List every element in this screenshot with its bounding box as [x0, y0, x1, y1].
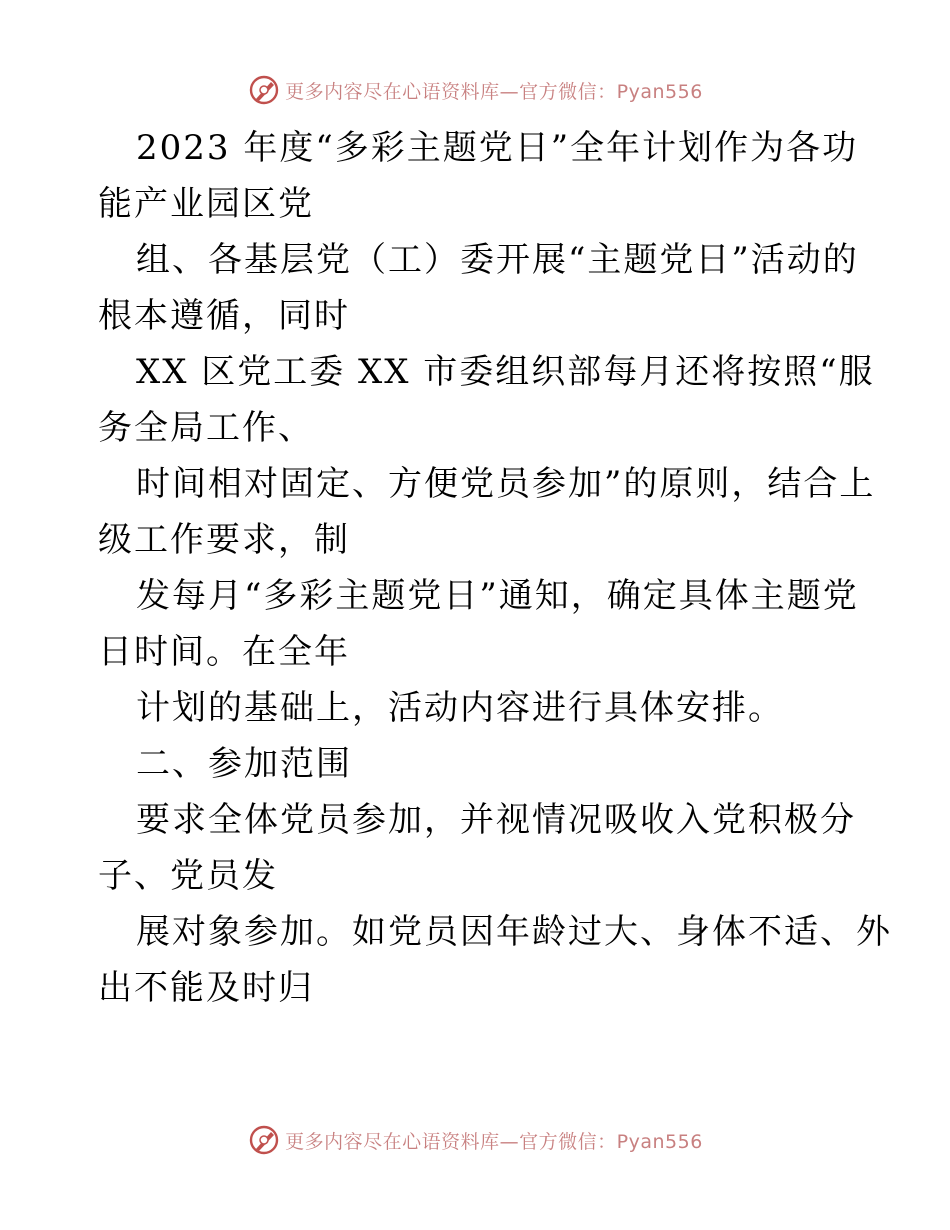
paragraph-line: 时间相对固定、方便党员参加”的原则，结合上: [136, 464, 876, 504]
paragraph-line: 级工作要求，制: [98, 520, 350, 560]
watermark-text: 更多内容尽在心语资料库—官方微信：Pyan556: [285, 80, 703, 103]
paragraph-line: 根本遵循，同时: [98, 296, 350, 336]
paragraph-line: 日时间。在全年: [98, 632, 350, 672]
paragraph-line: 2023 年度“多彩主题党日”全年计划作为各功: [136, 128, 859, 168]
paragraph-line: 要求全体党员参加，并视情况吸收入党积极分: [136, 800, 856, 840]
pen-logo-icon: [247, 73, 281, 107]
watermark-header: [0, 70, 950, 110]
paragraph-line: 子、党员发: [98, 856, 278, 896]
paragraph-line: 发每月“多彩主题党日”通知，确定具体主题党: [136, 576, 859, 616]
paragraph-line: 务全局工作、: [98, 408, 314, 448]
paragraph-line: 出不能及时归: [98, 968, 314, 1008]
paragraph-line: 展对象参加。如党员因年龄过大、身体不适、外: [136, 912, 892, 952]
watermark-text: 更多内容尽在心语资料库—官方微信：Pyan556: [285, 1130, 703, 1153]
paragraph-line: 计划的基础上，活动内容进行具体安排。: [136, 688, 784, 728]
watermark-footer: [0, 1120, 950, 1160]
paragraph-line: 二、参加范围: [136, 744, 352, 784]
paragraph-line: XX 区党工委 XX 市委组织部每月还将按照“服: [136, 352, 875, 392]
paragraph-line: 组、各基层党（工）委开展“主题党日”活动的: [136, 240, 859, 280]
document-body: [98, 120, 892, 1016]
pen-logo-icon: [247, 1123, 281, 1157]
paragraph-line: 能产业园区党: [98, 184, 314, 224]
